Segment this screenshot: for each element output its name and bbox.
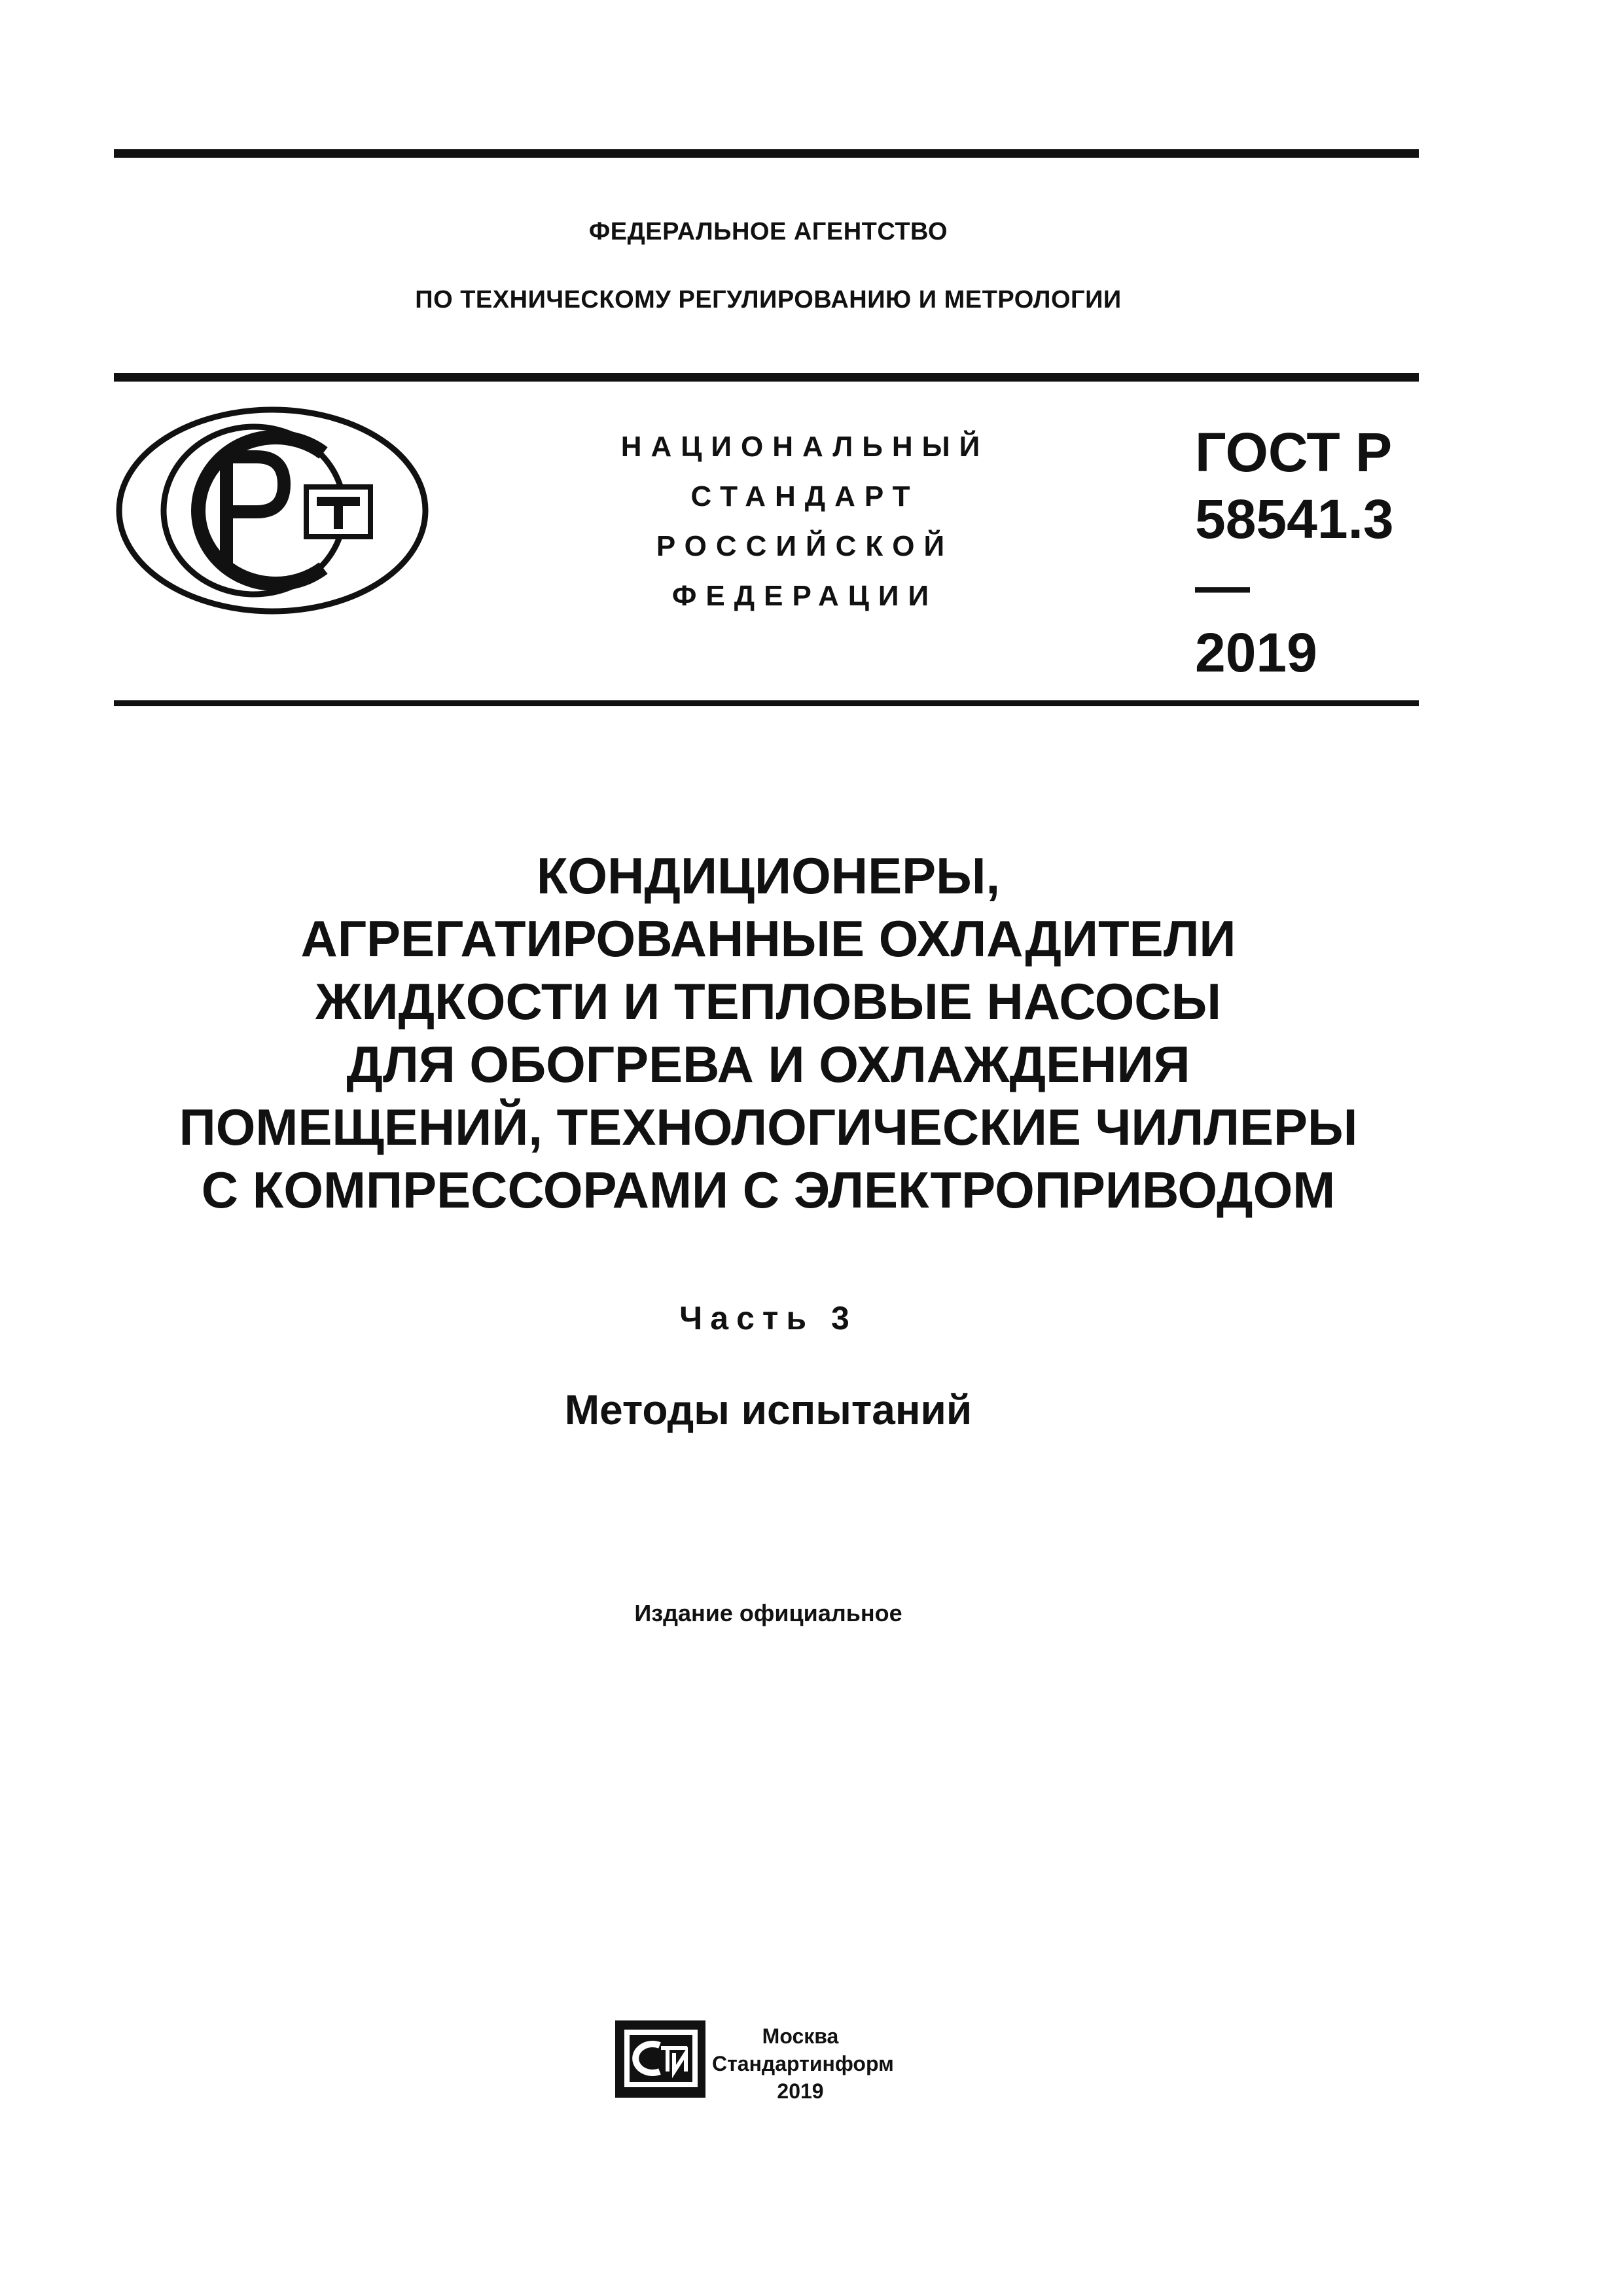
designation-line: ГОСТ Р — [1195, 422, 1393, 483]
title-line: ПОМЕЩЕНИЙ, ТЕХНОЛОГИЧЕСКИЕ ЧИЛЛЕРЫ — [179, 1098, 1358, 1156]
header-rule — [114, 373, 1419, 382]
national-line: НАЦИОНАЛЬНЫЙ — [620, 431, 990, 463]
top-rule — [114, 149, 1419, 158]
title-line: ДЛЯ ОБОГРЕВА И ОХЛАЖДЕНИЯ — [346, 1035, 1190, 1093]
document-subtitle: Методы испытаний — [564, 1386, 972, 1433]
title-line: ЖИДКОСТИ И ТЕПЛОВЫЕ НАСОСЫ — [315, 973, 1221, 1030]
designation-line: 2019 — [1195, 622, 1317, 683]
publisher-city: Москва — [762, 2024, 839, 2048]
title-line: С КОМПРЕССОРАМИ С ЭЛЕКТРОПРИВОДОМ — [201, 1161, 1336, 1219]
title-line: АГРЕГАТИРОВАННЫЕ ОХЛАДИТЕЛИ — [300, 910, 1236, 967]
standard-block-rule — [114, 700, 1419, 706]
national-line: СТАНДАРТ — [690, 480, 919, 512]
national-line: ФЕДЕРАЦИИ — [671, 580, 938, 612]
rst-logo-icon — [115, 406, 429, 615]
publisher-imprint — [712, 2022, 894, 2105]
standard-designation — [1195, 419, 1431, 686]
publisher-year: 2019 — [777, 2079, 824, 2103]
national-line: РОССИЙСКОЙ — [656, 530, 954, 562]
designation-line: 58541.3— — [1195, 488, 1394, 617]
part-number: Часть 3 — [679, 1300, 857, 1336]
standartinform-logo-icon — [614, 2019, 707, 2099]
national-standard-label — [576, 422, 1034, 621]
document-title — [114, 844, 1423, 1221]
edition-note: Издание официальное — [634, 1600, 902, 1626]
agency-line-1: ФЕДЕРАЛЬНОЕ АГЕНТСТВО — [588, 218, 948, 245]
agency-line-2: ПО ТЕХНИЧЕСКОМУ РЕГУЛИРОВАНИЮ И МЕТРОЛОГИИ — [415, 286, 1122, 314]
publisher-name: Стандартинформ — [712, 2052, 894, 2075]
title-line: КОНДИЦИОНЕРЫ, — [536, 847, 1001, 905]
